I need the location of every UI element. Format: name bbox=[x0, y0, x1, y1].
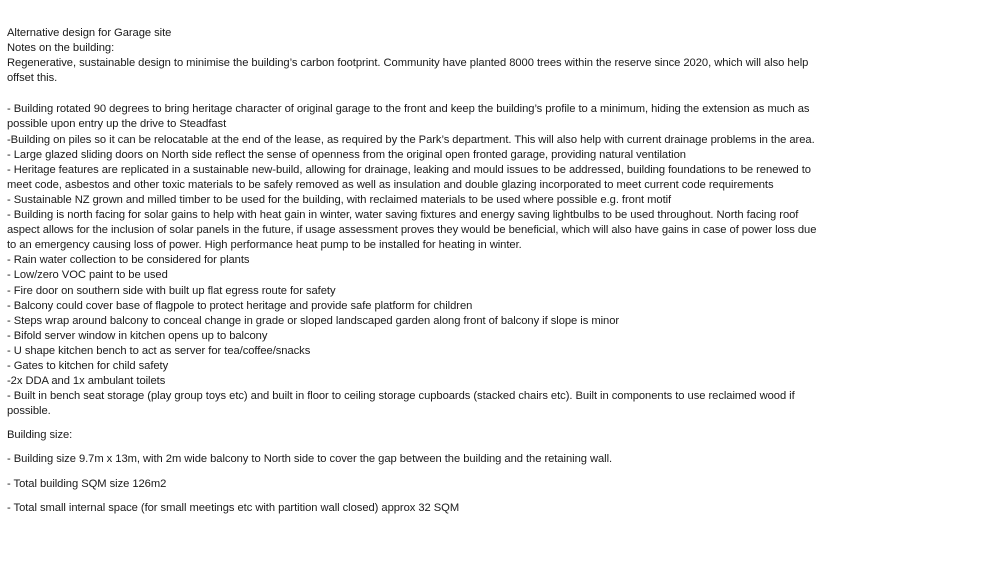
list-item: - Balcony could cover base of flagpole to protect heritage and provide safe platform for children bbox=[7, 299, 473, 312]
list-item: - Building is north facing for solar gains to help with heat gain in winter, water saving fixtures and energy saving lightbulbs to be used throughout. North facing roof aspect allows for the inclusion of solar panels in the future, if usage assessment proves they would be beneficial, which will also have gains in case of power loss due to an emergency causing loss of power. High performance heat pump to be installed for heating in winter. bbox=[7, 209, 817, 252]
list-item: - Steps wrap around balcony to conceal change in grade or sloped landscaped garden along front of balcony if slope is minor bbox=[7, 314, 620, 327]
list-item: - Large glazed sliding doors on North side reflect the sense of openness from the original open fronted garage, providing natural ventilation bbox=[7, 148, 686, 161]
list-item: - U shape kitchen bench to act as server for tea/coffee/snacks bbox=[7, 344, 311, 357]
building-size-section bbox=[7, 428, 817, 515]
building-size-item: - Total small internal space (for small meetings etc with partition wall closed) approx 32 SQM bbox=[7, 501, 460, 514]
building-size-item: - Total building SQM size 126m2 bbox=[7, 477, 167, 490]
intro-paragraph: Regenerative, sustainable design to minimise the building’s carbon footprint. Community have planted 8000 trees within the reserve since 2020, which will also help offset this. bbox=[7, 57, 809, 85]
list-item: - Low/zero VOC paint to be used bbox=[7, 269, 168, 282]
list-item: - Heritage features are replicated in a sustainable new-build, allowing for drainage, leaking and mould issues to be addressed, building foundations to be renewed to meet code, asbestos and other toxic materials to be safely removed as well as insulation and double glazing incorporated to meet current code requirements bbox=[7, 163, 811, 191]
list-item: - Gates to kitchen for child safety bbox=[7, 359, 169, 372]
list-item: - Sustainable NZ grown and milled timber to be used for the building, with reclaimed materials to be used where possible e.g. front motif bbox=[7, 193, 672, 206]
list-item: - Bifold server window in kitchen opens up to balcony bbox=[7, 329, 268, 342]
document-title: Alternative design for Garage site bbox=[7, 27, 172, 39]
list-item: - Rain water collection to be considered for plants bbox=[7, 254, 250, 267]
list-item: -2x DDA and 1x ambulant toilets bbox=[7, 375, 166, 388]
notes-heading: Notes on the building: bbox=[7, 42, 115, 55]
spacer bbox=[7, 86, 817, 101]
list-item: - Fire door on southern side with built up flat egress route for safety bbox=[7, 284, 336, 297]
building-size-item: - Building size 9.7m x 13m, with 2m wide balcony to North side to cover the gap between the building and the retaining wall. bbox=[7, 453, 613, 466]
list-item: -Building on piles so it can be relocatable at the end of the lease, as required by the Park’s department. This will also help with current drainage problems in the area. bbox=[7, 133, 815, 146]
document-body bbox=[7, 26, 817, 516]
list-item: - Built in bench seat storage (play group toys etc) and built in floor to ceiling storage cupboards (stacked chairs etc). Built in components to use reclaimed wood if possible. bbox=[7, 390, 795, 418]
list-item: - Building rotated 90 degrees to bring heritage character of original garage to the front and keep the building’s profile to a minimum, hiding the extension as much as possible upon entry up the drive to Steadfast bbox=[7, 103, 810, 131]
building-size-heading: Building size: bbox=[7, 429, 73, 442]
notes-bullet-list bbox=[7, 102, 817, 419]
